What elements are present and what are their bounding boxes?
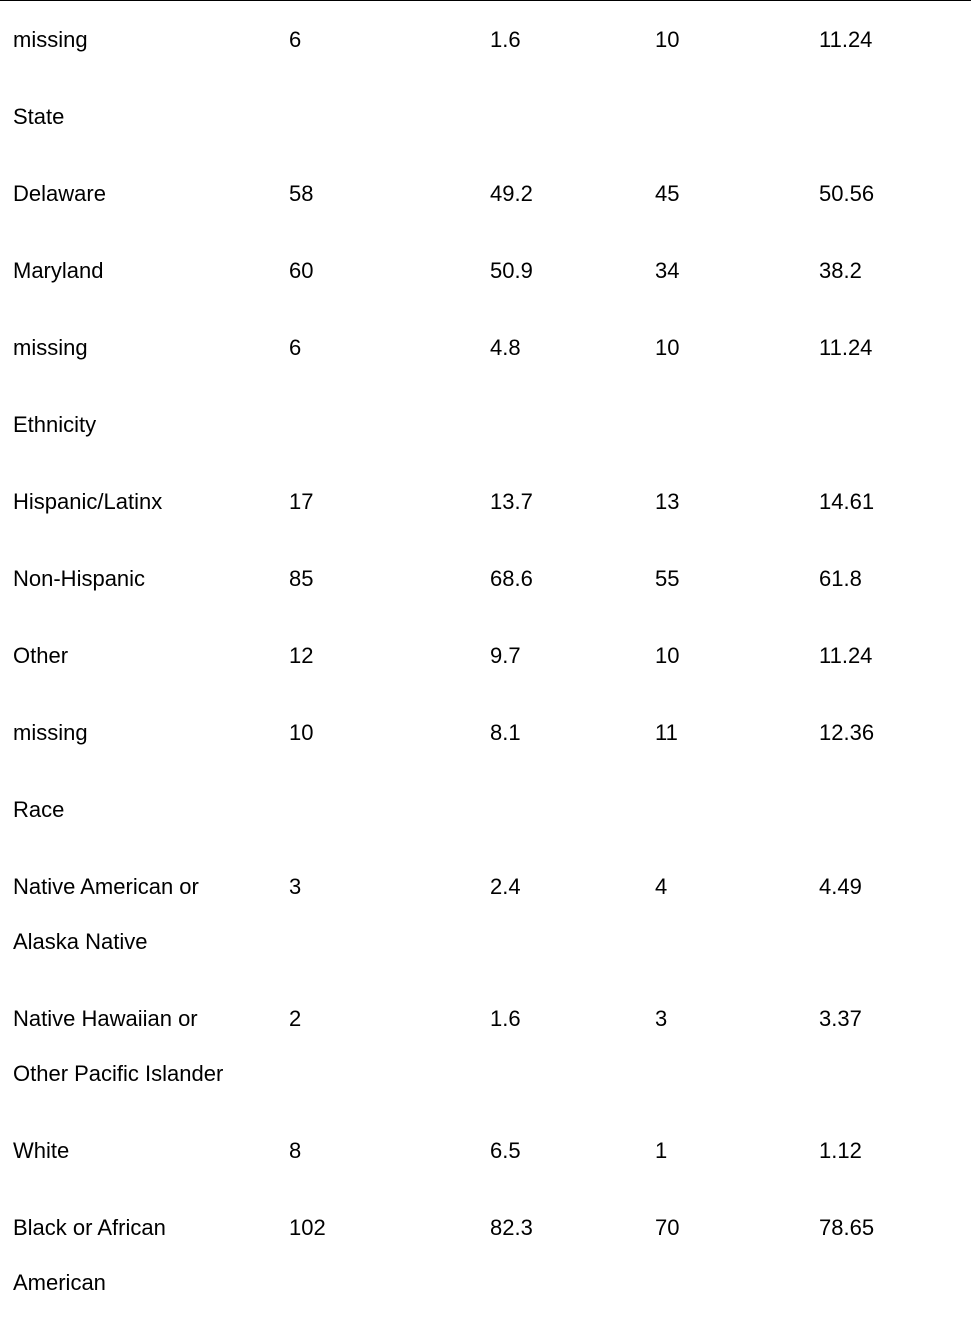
cell-count-1: 6 (289, 335, 302, 360)
cell-count-1: 60 (289, 258, 314, 283)
cell-count-1: 102 (289, 1215, 326, 1240)
section-label-ethnicity: Ethnicity (13, 412, 97, 437)
cell-percent-2: 12.36 (819, 720, 875, 745)
table-row (0, 618, 973, 695)
cell-percent-1: 6.5 (490, 1138, 521, 1163)
cell-count-1: 10 (289, 720, 314, 745)
cell-count-1: 85 (289, 566, 314, 591)
cell-percent-2: 1.12 (819, 1138, 862, 1163)
cell-percent-1: 50.9 (490, 258, 533, 283)
cell-percent-1: 68.6 (490, 566, 533, 591)
cell-percent-1: 49.2 (490, 181, 533, 206)
cell-count-2: 11 (655, 720, 678, 745)
section-label-state: State (13, 104, 65, 129)
table-row (0, 695, 973, 772)
row-label: missing (13, 27, 88, 52)
row-label (13, 991, 223, 1101)
row-label: Delaware (13, 181, 106, 206)
cell-count-2: 10 (655, 27, 680, 52)
cell-count-2: 34 (655, 258, 680, 283)
cell-count-1: 58 (289, 181, 314, 206)
cell-percent-2: 3.37 (819, 1006, 862, 1031)
row-label (13, 859, 199, 969)
cell-percent-1: 2.4 (490, 874, 521, 899)
table-row (0, 233, 973, 310)
cell-percent-2: 14.61 (819, 489, 875, 514)
cell-percent-2: 11.24 (819, 643, 873, 668)
section-header-row (0, 387, 973, 464)
cell-count-2: 55 (655, 566, 680, 591)
data-table (0, 2, 973, 1322)
table-row (0, 2, 973, 79)
table-top-rule (0, 0, 971, 1)
cell-count-2: 10 (655, 643, 680, 668)
section-label-race: Race (13, 797, 65, 822)
section-header-row (0, 772, 973, 849)
cell-percent-1: 9.7 (490, 643, 521, 668)
section-header-row (0, 79, 973, 156)
table-row (0, 464, 973, 541)
cell-count-2: 70 (655, 1215, 680, 1240)
table-row (0, 156, 973, 233)
table-row (0, 1113, 973, 1190)
row-label-line-1: Black or African (13, 1215, 166, 1240)
cell-percent-2: 4.49 (819, 874, 862, 899)
cell-count-1: 3 (289, 874, 302, 899)
cell-count-2: 45 (655, 181, 680, 206)
cell-percent-2: 78.65 (819, 1215, 875, 1240)
cell-percent-2: 38.2 (819, 258, 862, 283)
cell-count-1: 2 (289, 1006, 302, 1031)
cell-count-1: 12 (289, 643, 314, 668)
row-label: Hispanic/Latinx (13, 489, 163, 514)
row-label-line-1: Native Hawaiian or (13, 1006, 198, 1031)
row-label (13, 1200, 166, 1310)
table-row (0, 981, 973, 1113)
table-row (0, 541, 973, 618)
cell-percent-1: 8.1 (490, 720, 521, 745)
row-label-line-2: Other Pacific Islander (13, 1061, 224, 1086)
cell-percent-1: 82.3 (490, 1215, 533, 1240)
row-label: White (13, 1138, 70, 1163)
cell-percent-2: 61.8 (819, 566, 862, 591)
cell-count-1: 17 (289, 489, 314, 514)
row-label: Other (13, 643, 69, 668)
cell-percent-1: 4.8 (490, 335, 521, 360)
cell-percent-1: 13.7 (490, 489, 533, 514)
cell-percent-1: 1.6 (490, 1006, 521, 1031)
cell-count-2: 10 (655, 335, 680, 360)
cell-count-2: 4 (655, 874, 668, 899)
cell-count-1: 8 (289, 1138, 302, 1163)
cell-count-1: 6 (289, 27, 302, 52)
table-row (0, 849, 973, 981)
row-label: missing (13, 335, 88, 360)
cell-percent-2: 50.56 (819, 181, 875, 206)
cell-percent-2: 11.24 (819, 335, 873, 360)
cell-percent-2: 11.24 (819, 27, 873, 52)
cell-count-2: 13 (655, 489, 680, 514)
cell-percent-1: 1.6 (490, 27, 521, 52)
table-row (0, 310, 973, 387)
table-row (0, 1190, 973, 1322)
row-label-line-1: Native American or (13, 874, 199, 899)
row-label-line-2: American (13, 1270, 106, 1295)
cell-count-2: 3 (655, 1006, 668, 1031)
row-label-line-2: Alaska Native (13, 929, 148, 954)
row-label: Maryland (13, 258, 104, 283)
cell-count-2: 1 (655, 1138, 668, 1163)
row-label: Non-Hispanic (13, 566, 146, 591)
row-label: missing (13, 720, 88, 745)
